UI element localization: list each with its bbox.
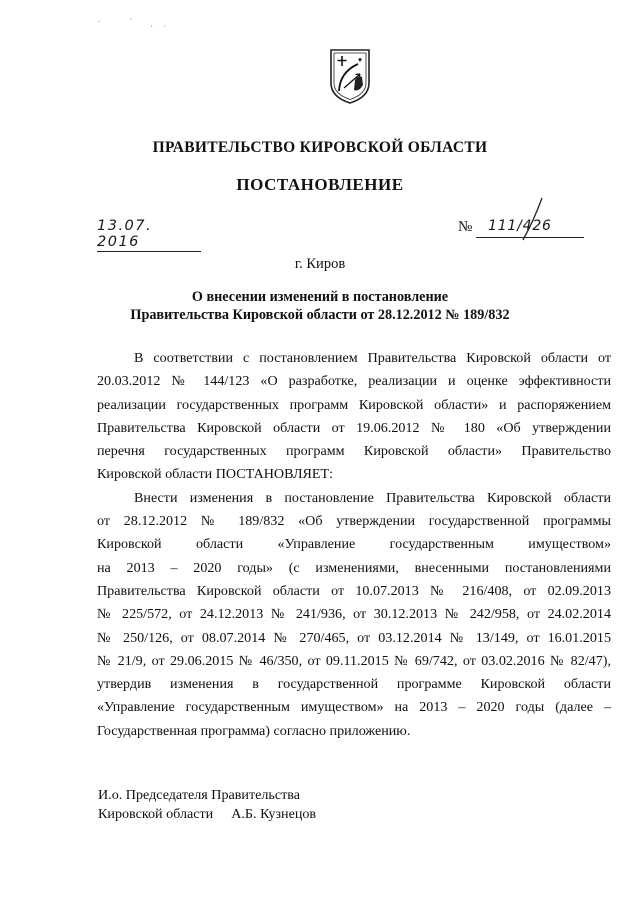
signatory-name: А.Б. Кузнецов [231,806,317,822]
scan-artifact: . · [98,14,137,24]
coat-of-arms-emblem [328,47,372,105]
government-title: ПРАВИТЕЛЬСТВО КИРОВСКОЙ ОБЛАСТИ [152,139,488,156]
body-line: Правительства Кировской области от 19.06.2012 № 180 «Об утверждении [97,419,611,436]
handwritten-slash-stroke [518,196,548,242]
signatory-position: И.о. Председателя Правительства [98,787,300,803]
subject-line: О внесении изменений в постановление [191,289,449,305]
body-line: реализации государственных программ Кировской области» и распоряжением [97,396,611,413]
city-name: г. Киров [294,256,346,272]
body-line: «Управление государственным имуществом» на 2013 – 2020 годы (далее – [97,699,611,716]
body-line: № 250/126, от 08.07.2014 № 270/465, от 03.12.2014 № 13/149, от 16.01.2015 [97,629,611,646]
body-line: от 28.12.2012 № 189/832 «Об утверждении государственной программы [97,513,611,530]
document-type-title: ПОСТАНОВЛЕНИЕ [236,175,404,194]
scan-artifact: · · [150,21,171,31]
body-line: Правительства Кировской области от 10.07.2013 № 216/408, от 02.09.2013 [97,582,611,599]
number-sign: № [458,219,473,235]
handwritten-number: 111/426 [488,218,552,234]
handwritten-date: 13.07. 2016 [97,218,201,252]
decree-body [97,347,611,743]
body-line: на 2013 – 2020 годы» (с изменениями, внесенными постановлениями [97,559,611,576]
body-line: В соответствии с постановлением Правительства Кировской области от [134,350,611,366]
body-line: № 225/572, от 24.12.2013 № 241/936, от 30.12.2013 № 242/958, от 24.02.2014 [97,606,611,623]
body-line: Кировской области ПОСТАНОВЛЯЕТ: [97,466,334,483]
body-line: утвердив изменения в государственной программе Кировской области [97,676,611,693]
body-line: № 21/9, от 29.06.2015 № 46/350, от 09.11.2015 № 69/742, от 03.02.2016 № 82/47), [97,652,611,669]
signature-block [98,786,316,824]
subject-line: Правительства Кировской области от 28.12.2012 № 189/832 [130,307,510,323]
signatory-region: Кировской области [98,806,214,822]
body-line: 20.03.2012 № 144/123 «О разработке, реализации и оценке эффективности [97,373,611,390]
body-line: Государственная программа) согласно приложению. [97,722,411,739]
decree-subject [0,288,640,324]
signatory-position-line2 [98,805,316,824]
body-line: перечня государственных программ Кировской области» Правительство [97,443,611,460]
body-line: Кировской области «Управление государственным имуществом» [97,536,611,553]
body-line: Внести изменения в постановление Правительства Кировской области [134,489,611,506]
